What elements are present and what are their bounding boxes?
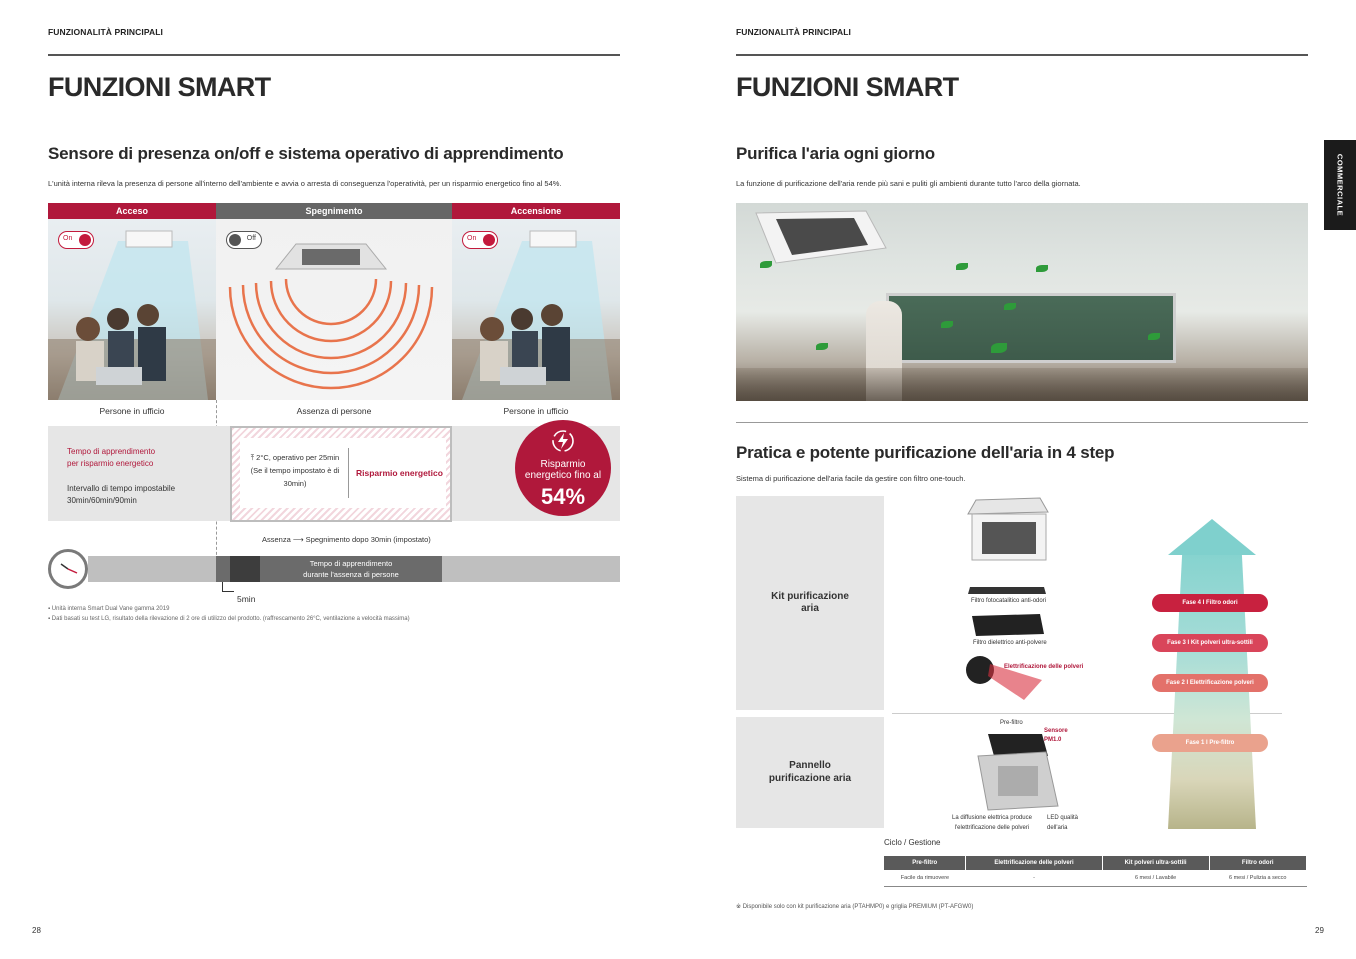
leaf-icon — [1036, 265, 1048, 272]
on-toggle: On — [462, 231, 498, 249]
right-page — [678, 0, 1356, 959]
table-header: Filtro odori — [1209, 856, 1306, 870]
filter-dielectric-label: Filtro dielettrico anti-polvere — [973, 640, 1047, 646]
leaf-icon — [760, 261, 772, 268]
dust-electrification-label: Elettrificazione delle polveri — [1004, 664, 1084, 670]
divider — [348, 448, 349, 498]
caption-absence: Assenza di persone — [296, 406, 372, 416]
bracket — [222, 582, 234, 592]
pre-filter-label: Pre-filtro — [1000, 720, 1023, 726]
panel-box: Pannello purificazione aria — [736, 717, 884, 828]
table-cell: Facile da rimuovere — [884, 870, 966, 886]
divider — [736, 422, 1308, 423]
table-cell: 6 mesi / Lavabile — [1102, 870, 1209, 886]
stage-pill-3: Fase 3 I Kit polveri ultra-sottili — [1152, 634, 1268, 652]
classroom-photo — [736, 203, 1308, 401]
off-toggle: Off — [226, 231, 262, 249]
section-kicker: FUNZIONALITÀ PRINCIPALI — [736, 27, 851, 37]
blackboard — [886, 293, 1176, 363]
sensor-label: Sensore PM1.0 — [1044, 728, 1068, 743]
leaf-icon — [1148, 333, 1160, 340]
top-rule — [48, 54, 620, 56]
timeline-segment — [216, 556, 230, 582]
section-kicker: FUNZIONALITÀ PRINCIPALI — [48, 27, 163, 37]
on-toggle: On — [58, 231, 94, 249]
diffusion-label: La diffusione elettrica produce l'elettrificazione delle polveri — [952, 815, 1032, 831]
stage-header-restart: Accensione — [452, 203, 620, 219]
stage-header-off: Spegnimento — [216, 203, 452, 219]
table-row — [884, 870, 1307, 886]
office-photo-2 — [452, 219, 620, 400]
saving-label: Risparmio energetico — [356, 468, 443, 478]
temperature-note: ⤒ 2°C, operativo per 25min (Se il tempo impostato è di 30min) — [250, 453, 340, 488]
page-title: FUNZIONI SMART — [48, 72, 271, 102]
caption-people-2: Persone in ufficio — [503, 406, 569, 416]
maintenance-table — [884, 856, 1307, 887]
page-number: 28 — [32, 926, 41, 935]
section-title: Purifica l'aria ogni giorno — [736, 144, 935, 163]
purification-steps-arrow — [1142, 519, 1282, 829]
interval-text: Intervallo di tempo impostabile 30min/60min/90min — [67, 484, 176, 505]
absence-note: Assenza ⟶ Spegnimento dopo 30min (impostato) — [262, 535, 431, 544]
table-cell: - — [966, 870, 1102, 886]
clock-icon — [48, 549, 88, 589]
section-title: Sensore di presenza on/off e sistema operativo di apprendimento — [48, 144, 564, 163]
footnote-2: ▪ Dati basati su test LG, risultato della rilevazione di 2 ore di utilizzo del prodotto. (raffrescamento 26°C, ventilazione a velocità massima) — [48, 616, 410, 622]
leaf-icon — [991, 343, 1007, 353]
office-photo-1 — [48, 219, 216, 400]
section-description: Sistema di purificazione dell'aria facile da gestire con filtro one-touch. — [736, 474, 966, 483]
footnote: ※ Disponibile solo con kit purificazione aria (PTAHMP0) e griglia PREMIUM (PT-AFGW0) — [736, 904, 974, 910]
audience — [736, 368, 1308, 401]
caption-people-1: Persone in ufficio — [99, 406, 165, 416]
leaf-icon — [941, 321, 953, 328]
led-label: LED qualità dell'aria — [1047, 815, 1079, 831]
kit-box: Kit purificazione aria — [736, 496, 884, 710]
page-title: FUNZIONI SMART — [736, 72, 959, 102]
cycle-label: Ciclo / Gestione — [884, 838, 941, 847]
timeline-segment — [230, 556, 260, 582]
saving-badge — [515, 420, 611, 516]
section-description: L'unità interna rileva la presenza di persone all'interno dell'ambiente e avvia o arresta di conseguenza l'operatività, per un risparmio energetico fino al 54%. — [48, 179, 562, 188]
table-cell: 6 mesi / Pulizia a secco — [1209, 870, 1306, 886]
section-title: Pratica e potente purificazione dell'aria in 4 step — [736, 443, 1115, 462]
empty-room-illustration — [216, 219, 452, 400]
learning-panel — [48, 426, 230, 521]
section-description: La funzione di purificazione dell'aria rende più sani e puliti gli ambienti durante tutto l'arco della giornata. — [736, 179, 1081, 188]
table-header: Pre-filtro — [884, 856, 966, 870]
saving-percentage: 54% — [540, 484, 586, 509]
page-number: 29 — [1315, 926, 1324, 935]
leaf-icon — [816, 343, 828, 350]
top-rule — [736, 54, 1308, 56]
learning-box — [230, 426, 452, 522]
stage-pill-1: Fase 1 I Pre-filtro — [1152, 734, 1268, 752]
stage-header-on: Acceso — [48, 203, 216, 219]
footnote-1: ▪ Unità interna Smart Dual Vane gamma 2019 — [48, 606, 170, 612]
table-header-row — [884, 856, 1307, 870]
learning-time-bar: Tempo di apprendimento durante l'assenza di persone — [260, 556, 442, 582]
leaf-icon — [1004, 303, 1016, 310]
learning-title: Tempo di apprendimento per risparmio energetico — [67, 447, 156, 468]
table-header: Elettrificazione delle polveri — [966, 856, 1102, 870]
filter-photocatalytic-label: Filtro fotocatalitico anti-odori — [971, 598, 1047, 604]
saving-text: Risparmio energetico fino al — [524, 459, 602, 481]
leaf-icon — [956, 263, 968, 270]
stage-pill-2: Fase 2 I Elettrificazione polveri — [1152, 674, 1268, 692]
stage-pill-4: Fase 4 I Filtro odori — [1152, 594, 1268, 612]
table-header: Kit polveri ultra-sottili — [1102, 856, 1209, 870]
energy-saving-icon — [548, 428, 578, 454]
five-min-label: 5min — [237, 594, 256, 604]
side-tab: COMMERCIALE — [1324, 140, 1356, 230]
